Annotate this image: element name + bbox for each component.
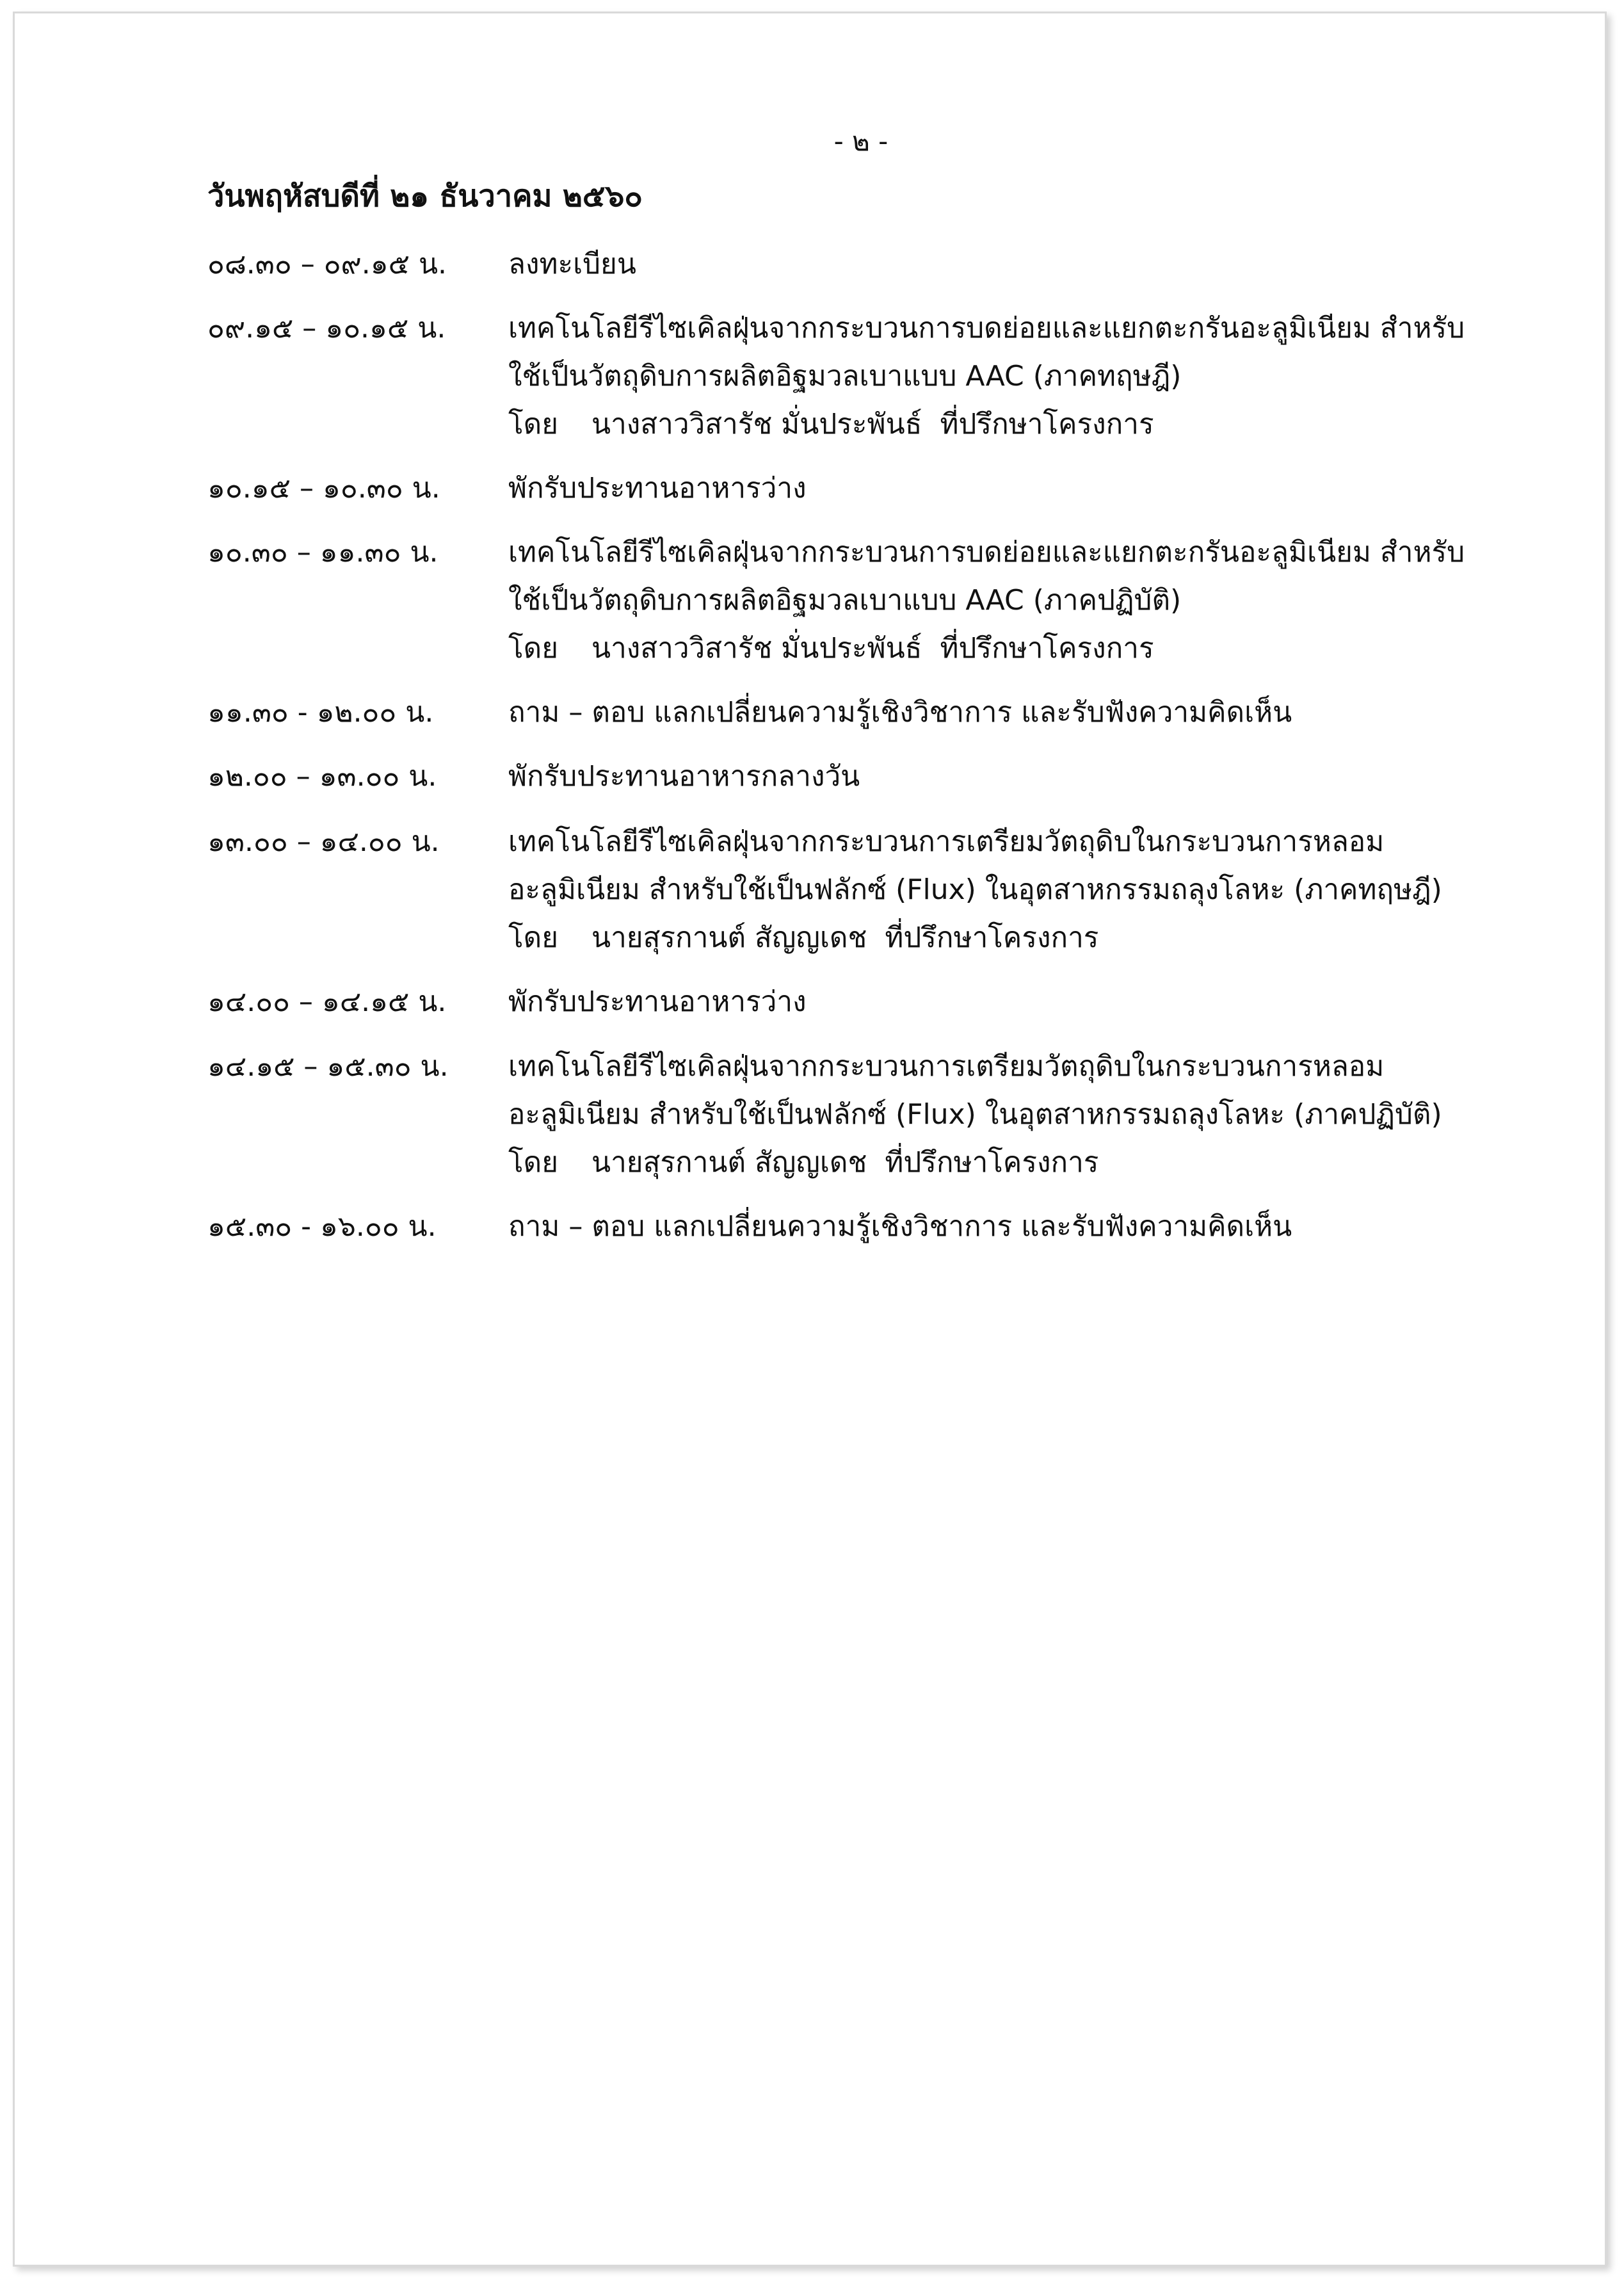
speaker-title: ที่ปรึกษาโครงการ (940, 408, 1154, 441)
row-time: ๑๕.๓๐ - ๑๖.๐๐ น. (207, 1210, 437, 1243)
row-time: ๑๐.๑๕ – ๑๐.๓๐ น. (207, 472, 440, 505)
speaker-name: นายสุรกานต์ สัญญเดช (591, 921, 867, 954)
speaker-name: นายสุรกานต์ สัญญเดช (591, 1146, 867, 1179)
row-description: ใช้เป็นวัตถุดิบการผลิตอิฐมวลเบาแบบ AAC (ภาคทฤษฎี) (508, 360, 1182, 392)
by-label: โดย (508, 1146, 558, 1179)
row-time: ๑๐.๓๐ – ๑๑.๓๐ น. (207, 536, 438, 569)
row-content (508, 1202, 1622, 1250)
row-content (508, 240, 1622, 288)
row-content (508, 752, 1622, 800)
day-heading: วันพฤหัสบดีที่ ๒๑ ธันวาคม ๒๕๖๐ (207, 179, 643, 214)
row-time: ๑๔.๐๐ – ๑๔.๑๕ น. (207, 985, 447, 1018)
row-description: เทคโนโลยีรีไซเคิลฝุ่นจากกระบวนการเตรียมวัตถุดิบในกระบวนการหลอม (508, 825, 1385, 858)
row-description: อะลูมิเนียม สำหรับใช้เป็นฟลักซ์ (Flux) ในอุตสาหกรรมถลุงโลหะ (ภาคทฤษฎี) (508, 873, 1442, 906)
row-content (508, 688, 1622, 736)
row-content (508, 464, 1622, 512)
row-content (508, 528, 1622, 672)
by-label: โดย (508, 408, 558, 441)
row-description: พักรับประทานอาหารว่าง (508, 985, 807, 1018)
speaker-name: นางสาววิสารัช มั่นประพันธ์ (591, 632, 922, 665)
row-speaker (508, 914, 1622, 962)
speaker-title: ที่ปรึกษาโครงการ (885, 1146, 1099, 1179)
row-description: ลงทะเบียน (508, 248, 636, 280)
row-time: ๑๓.๐๐ – ๑๔.๐๐ น. (207, 825, 440, 858)
row-time: ๑๑.๓๐ - ๑๒.๐๐ น. (207, 696, 434, 729)
page-number: - ๒ - (833, 125, 888, 157)
row-time: ๑๔.๑๕ – ๑๕.๓๐ น. (207, 1050, 449, 1083)
row-speaker (508, 624, 1622, 672)
by-label: โดย (508, 632, 558, 665)
row-description: เทคโนโลยีรีไซเคิลฝุ่นจากกระบวนการเตรียมวัตถุดิบในกระบวนการหลอม (508, 1050, 1385, 1083)
row-speaker (508, 400, 1622, 448)
row-description: ถาม – ตอบ แลกเปลี่ยนความรู้เชิงวิชาการ และรับฟังความคิดเห็น (508, 696, 1292, 729)
row-description: พักรับประทานอาหารว่าง (508, 472, 807, 505)
row-time: ๐๘.๓๐ – ๐๙.๑๕ น. (207, 248, 447, 280)
speaker-title: ที่ปรึกษาโครงการ (940, 632, 1154, 665)
by-label: โดย (508, 921, 558, 954)
row-speaker (508, 1138, 1622, 1186)
row-description: ถาม – ตอบ แลกเปลี่ยนความรู้เชิงวิชาการ และรับฟังความคิดเห็น (508, 1210, 1292, 1243)
row-content (508, 304, 1622, 448)
row-time: ๑๒.๐๐ – ๑๓.๐๐ น. (207, 760, 437, 793)
row-content (508, 978, 1622, 1026)
row-description: เทคโนโลยีรีไซเคิลฝุ่นจากกระบวนการบดย่อยและแยกตะกรันอะลูมิเนียม สำหรับ (508, 536, 1465, 569)
speaker-name: นางสาววิสารัช มั่นประพันธ์ (591, 408, 922, 441)
row-description: ใช้เป็นวัตถุดิบการผลิตอิฐมวลเบาแบบ AAC (ภาคปฏิบัติ) (508, 584, 1182, 617)
row-time: ๐๙.๑๕ – ๑๐.๑๕ น. (207, 312, 446, 344)
speaker-title: ที่ปรึกษาโครงการ (885, 921, 1099, 954)
row-description: พักรับประทานอาหารกลางวัน (508, 760, 860, 793)
row-description: เทคโนโลยีรีไซเคิลฝุ่นจากกระบวนการบดย่อยและแยกตะกรันอะลูมิเนียม สำหรับ (508, 312, 1465, 344)
row-content (508, 818, 1622, 962)
row-content (508, 1042, 1622, 1186)
row-description: อะลูมิเนียม สำหรับใช้เป็นฟลักซ์ (Flux) ในอุตสาหกรรมถลุงโลหะ (ภาคปฏิบัติ) (508, 1098, 1442, 1131)
